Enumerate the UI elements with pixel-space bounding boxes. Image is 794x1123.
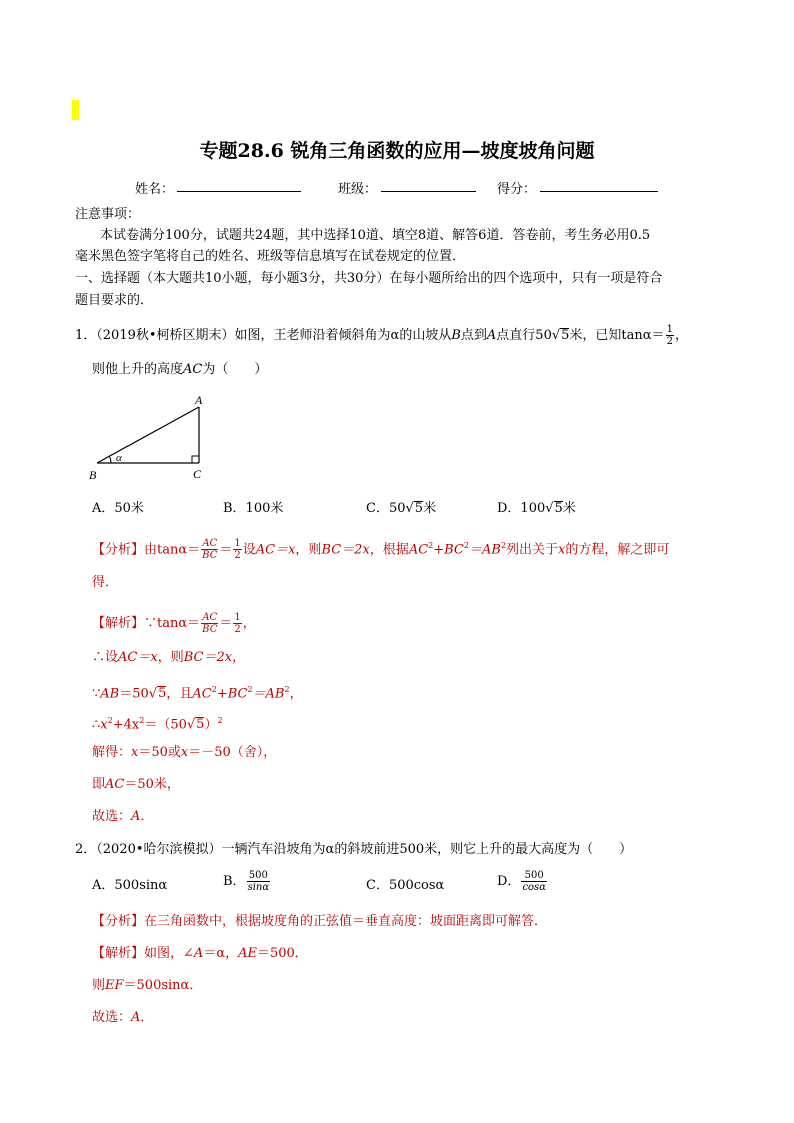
segment-ac: AC xyxy=(183,362,203,377)
fraction xyxy=(521,870,547,893)
q2-solution-line-1 xyxy=(92,946,308,962)
solution-text: ， xyxy=(232,650,246,665)
q1-source: （2019秋•柯桥区期末） xyxy=(96,328,235,343)
superscript: 2 xyxy=(463,541,469,550)
q2-option-c[interactable]: C．500cosα xyxy=(366,878,445,893)
solution-text: +BC xyxy=(216,686,248,702)
solution-text: x xyxy=(131,745,139,760)
solution-text: ＝50 xyxy=(119,686,149,702)
solution-text: A xyxy=(193,946,204,961)
option-text: D．100 xyxy=(497,501,546,516)
q1-solution-line-7 xyxy=(92,809,153,825)
q1-text: 为（ ） xyxy=(202,362,268,377)
superscript: 2 xyxy=(247,685,253,694)
analysis-tag: 【分析】 xyxy=(92,914,145,929)
radicand: 5 xyxy=(554,501,563,516)
solution-text: 则 xyxy=(92,978,106,993)
name-blank[interactable] xyxy=(177,191,301,192)
class-blank[interactable] xyxy=(381,191,476,192)
q2-text: 一辆汽车沿坡角为α的斜坡前进500米，则它上升的最大高度为（ ） xyxy=(221,842,633,857)
analysis-text: x xyxy=(558,542,566,558)
option-text: D． xyxy=(497,874,521,889)
numerator: 1 xyxy=(666,324,673,335)
solution-text: ＝50或 xyxy=(138,745,181,760)
q1-text: 点到 xyxy=(460,328,487,343)
solution-text: AB xyxy=(100,686,120,702)
analysis-text: AC＝x xyxy=(255,542,296,558)
q2-number: 2． xyxy=(75,842,97,857)
angle-arc xyxy=(109,456,111,463)
q2-solution-line-3 xyxy=(92,1010,153,1026)
name-label: 姓名： xyxy=(135,182,175,197)
solution-text: AE xyxy=(238,946,257,961)
denominator: sinα xyxy=(247,882,270,893)
q1-solution-line-4 xyxy=(92,713,223,733)
sqrt-sign: √ xyxy=(405,501,414,516)
q1-text: 米，已知tanα＝ xyxy=(569,328,665,343)
q1-text: 点直行50 xyxy=(496,328,552,343)
analysis-text: 的方程，解之即可 xyxy=(565,542,670,558)
solution-text: ＝α， xyxy=(203,946,239,961)
q1-option-b[interactable]: B．100米 xyxy=(223,501,284,516)
solution-text: A xyxy=(131,1010,141,1025)
option-text: C．50 xyxy=(366,501,406,516)
q2-analysis xyxy=(92,914,547,930)
q1-analysis-line-1 xyxy=(92,538,669,561)
denominator: BC xyxy=(202,550,218,562)
solution-tag: 【解析】 xyxy=(92,946,145,961)
analysis-text: +BC xyxy=(433,542,464,558)
fraction xyxy=(201,538,218,561)
solution-text: +4x xyxy=(112,717,140,733)
solution-text: x xyxy=(100,717,108,733)
section-heading-2: 题目要求的． xyxy=(75,293,154,308)
superscript: 2 xyxy=(428,541,434,550)
solution-text: ． xyxy=(140,809,154,824)
option-text: 米 xyxy=(423,501,437,516)
solution-text: BC＝2x xyxy=(183,650,233,665)
score-blank[interactable] xyxy=(540,191,658,192)
q1-solution-line-6 xyxy=(92,777,180,793)
analysis-text: ，根据 xyxy=(369,542,409,558)
q1-stem-line-1 xyxy=(75,324,688,347)
solution-text: ， xyxy=(242,616,256,631)
solution-text: AC xyxy=(192,686,212,702)
right-angle-mark xyxy=(192,456,199,463)
side-ab xyxy=(97,407,199,463)
highlight-marker xyxy=(72,100,79,120)
solution-text: ∵tanα＝ xyxy=(144,616,201,631)
fraction xyxy=(233,538,241,561)
numerator: 1 xyxy=(234,612,241,623)
solution-text: EF xyxy=(105,978,124,993)
analysis-text: ＝ xyxy=(219,542,233,558)
score-label: 得分： xyxy=(497,182,537,197)
sqrt-sign: √ xyxy=(148,686,158,702)
solution-text: ） xyxy=(204,717,218,733)
q1-option-d[interactable] xyxy=(497,501,576,517)
option-text: 米 xyxy=(562,501,576,516)
q1-analysis-line-2: 得． xyxy=(92,575,119,590)
denominator: 2 xyxy=(234,550,241,562)
solution-text: ∴设 xyxy=(92,650,119,665)
q1-solution-line-3 xyxy=(92,682,303,702)
q1-solution-line-2 xyxy=(92,650,245,666)
option-text: B． xyxy=(223,874,246,889)
superscript: 2 xyxy=(500,541,507,550)
solution-text: ，且 xyxy=(166,686,193,702)
solution-text: 即 xyxy=(92,777,106,792)
analysis-text: ＝AB xyxy=(468,542,501,558)
triangle-figure xyxy=(85,390,215,489)
fraction xyxy=(233,612,241,635)
numerator: 1 xyxy=(234,538,241,550)
solution-text: ∵ xyxy=(92,686,101,702)
numerator: 500 xyxy=(521,870,547,882)
section-heading-1: 一、选择题（本大题共10小题，每小题3分，共30分）在每小题所给出的四个选项中，只有一项是符合 xyxy=(75,271,663,286)
analysis-text: 在三角函数中，根据坡度角的正弦值＝垂直高度：坡面距离即可解答． xyxy=(144,914,548,929)
numerator: AC xyxy=(202,612,218,623)
solution-text: A xyxy=(131,809,141,824)
radicand: 5 xyxy=(196,717,205,733)
superscript: 2 xyxy=(284,685,290,694)
analysis-text: 设 xyxy=(242,542,256,558)
notice-line-1: 本试卷满分100分，试题共24题，其中选择10道、填空8道、解答6道．答卷前，考生务必用0.5 xyxy=(100,228,651,243)
q1-number: 1． xyxy=(75,328,97,343)
fraction xyxy=(666,324,674,347)
numerator: 500 xyxy=(247,870,271,882)
fraction xyxy=(247,870,271,893)
point-a: A xyxy=(486,328,497,343)
denominator: 2 xyxy=(234,624,241,635)
solution-text: ＝500sinα． xyxy=(123,978,203,993)
analysis-tag: 【分析】 xyxy=(92,542,145,558)
label-b: B xyxy=(89,468,97,482)
solution-text: ＝AB xyxy=(252,686,285,702)
superscript: 2 xyxy=(217,716,223,725)
radicand: 5 xyxy=(158,686,167,702)
page-title: 专题28.6 锐角三角函数的应用—坡度坡角问题 xyxy=(199,140,595,162)
solution-text: 故选： xyxy=(92,1010,132,1025)
q1-stem-line-2 xyxy=(92,362,267,378)
analysis-text: 由tanα＝ xyxy=(144,542,201,558)
solution-text: x xyxy=(180,745,189,760)
q1-option-a[interactable]: A．50米 xyxy=(92,501,144,516)
q1-text: ， xyxy=(674,328,688,343)
label-a: A xyxy=(195,393,203,407)
solution-text: 故选： xyxy=(92,809,132,824)
q1-option-c[interactable] xyxy=(366,501,436,517)
solution-text: ， xyxy=(289,686,303,702)
solution-text: 如图，∠ xyxy=(144,946,194,961)
q1-text: 如图，王老师沿着倾斜角为α的山坡从 xyxy=(234,328,452,343)
q1-text: 则他上升的高度 xyxy=(92,362,184,377)
solution-text: ＝500． xyxy=(256,946,308,961)
sqrt-sign: √ xyxy=(551,328,561,343)
analysis-text: ，则 xyxy=(295,542,322,558)
solution-text: ∴ xyxy=(92,717,101,733)
superscript: 2 xyxy=(107,716,113,725)
q1-solution-line-1 xyxy=(92,612,256,635)
numerator: AC xyxy=(202,538,218,550)
q2-stem xyxy=(75,842,632,858)
solution-text: ，则 xyxy=(157,650,184,665)
solution-text: ＝ xyxy=(219,616,233,631)
solution-tag: 【解析】 xyxy=(92,616,145,631)
label-c: C xyxy=(193,467,202,481)
solution-text: ． xyxy=(140,1010,154,1025)
triangle-diagram xyxy=(85,390,215,485)
analysis-text: 列出关于 xyxy=(506,542,559,558)
fraction xyxy=(201,612,218,635)
solution-text: AC xyxy=(105,777,125,792)
radicand: 5 xyxy=(414,501,424,516)
analysis-text: AC xyxy=(408,542,429,558)
q2-option-a[interactable]: A．500sinα xyxy=(92,878,168,893)
denominator: 2 xyxy=(666,336,673,347)
q2-solution-line-2 xyxy=(92,978,202,994)
solution-text: ＝50米， xyxy=(124,777,180,792)
sqrt-sign: √ xyxy=(545,501,554,516)
q2-option-b[interactable] xyxy=(223,870,271,893)
denominator: cosα xyxy=(522,882,546,893)
solution-text: 解得： xyxy=(92,745,132,760)
solution-text: ＝－50（舍）， xyxy=(188,745,277,760)
analysis-text: BC＝2x xyxy=(321,542,370,558)
notice-line-2: 毫米黑色签字笔将自己的姓名、班级等信息填写在试卷规定的位置． xyxy=(75,249,466,264)
notice-heading: 注意事项： xyxy=(75,207,141,222)
solution-text: AC＝x xyxy=(118,650,158,665)
solution-text: ＝（50 xyxy=(144,717,187,733)
label-alpha: α xyxy=(116,452,122,464)
sqrt-sign: √ xyxy=(186,717,196,733)
q1-solution-line-5 xyxy=(92,745,276,761)
q2-option-d[interactable] xyxy=(497,870,548,893)
point-b: B xyxy=(451,328,461,343)
q2-source: （2020•哈尔滨模拟） xyxy=(96,842,222,857)
denominator: BC xyxy=(202,624,218,635)
superscript: 2 xyxy=(211,685,217,694)
class-label: 班级： xyxy=(338,182,378,197)
superscript: 2 xyxy=(139,716,145,725)
radicand: 5 xyxy=(561,328,570,343)
